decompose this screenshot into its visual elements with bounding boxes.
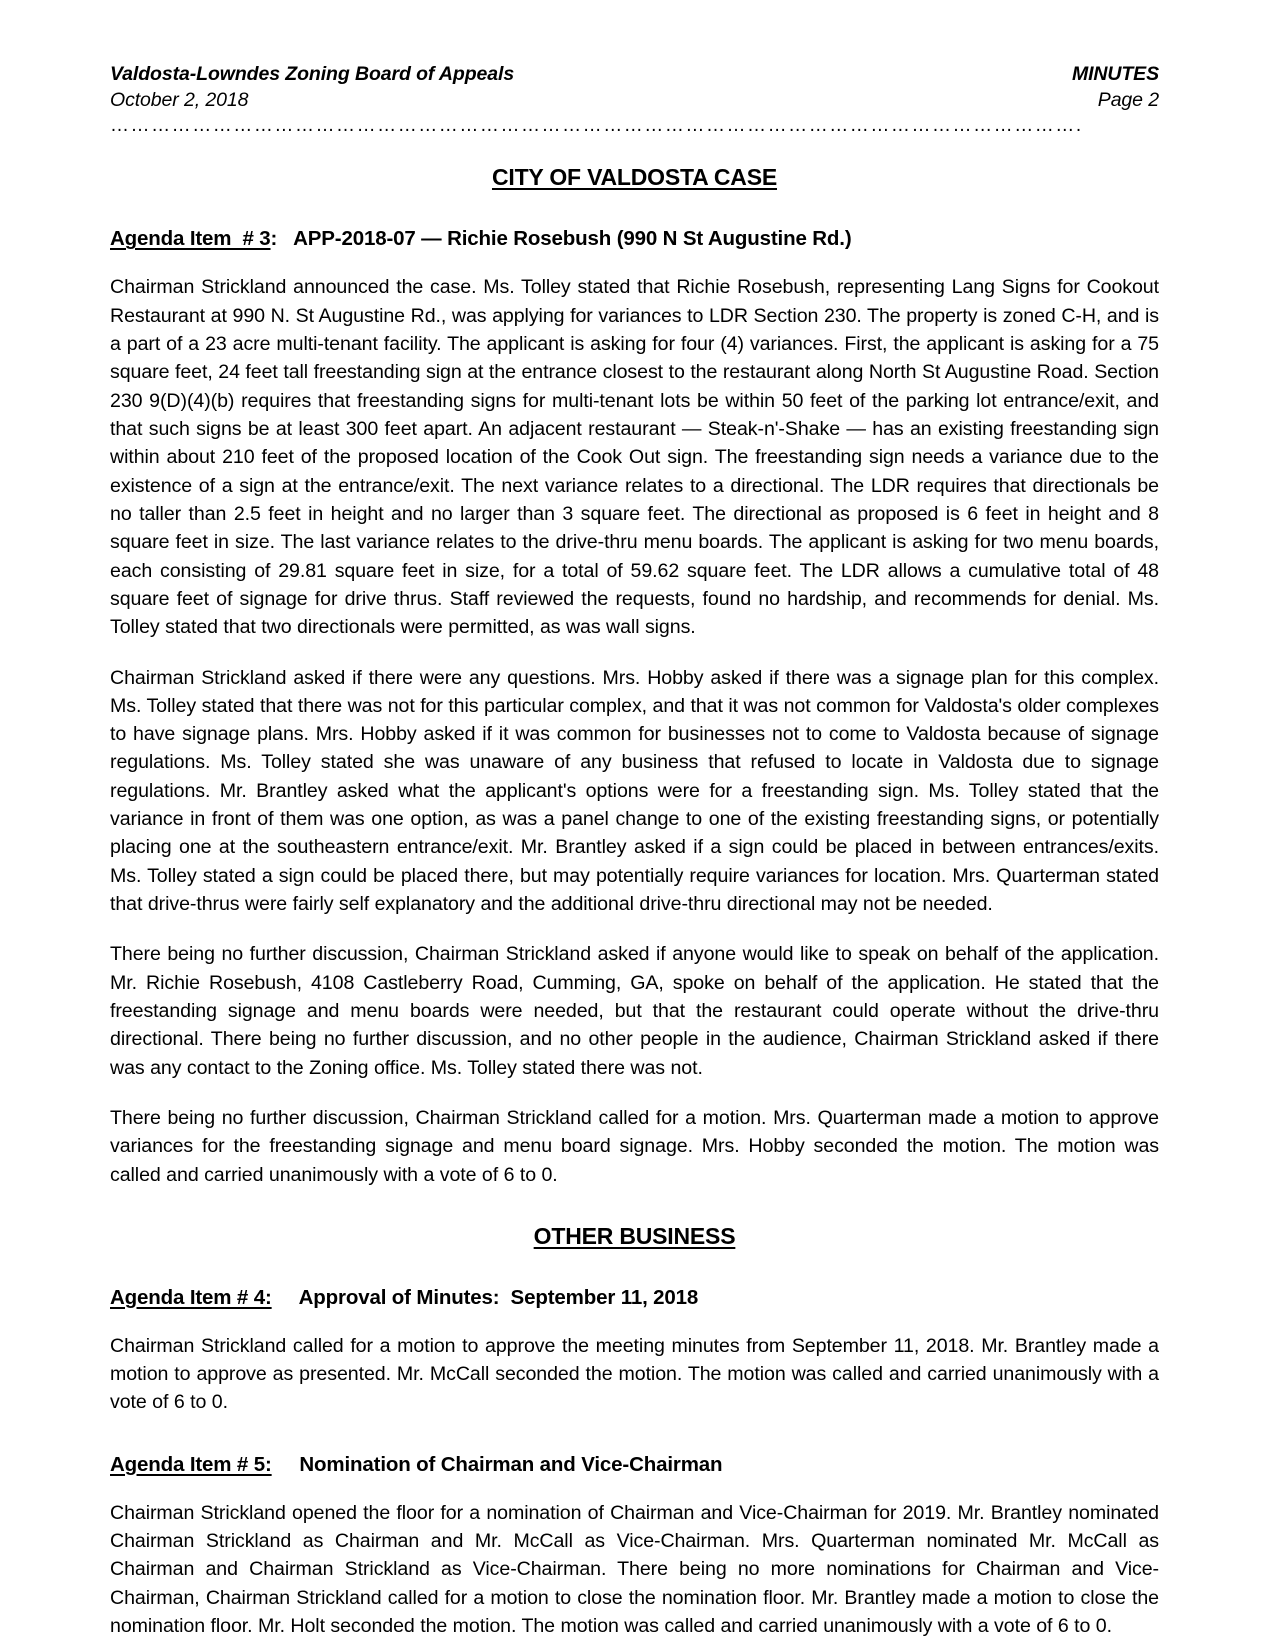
- header-right-block: [1072, 62, 1159, 113]
- paragraph-approval-of-minutes: Chairman Strickland called for a motion to approve the meeting minutes from September 11, 2018. Mr. Brantley made a motion to approve as presented. Mr. McCall seconded the motion. The motion was called and carried unanimously with a vote of 6 to 0.: [110, 1334, 1159, 1414]
- agenda-item-5-label: Agenda Item # 5:: [110, 1452, 272, 1476]
- paragraph-motion-vote: There being no further discussion, Chairman Strickland called for a motion. Mrs. Quarterman made a motion to approve variances for the freestanding signage and menu board signage. Mrs. Hobby seconded the motion. The motion was called and carried unanimously with a vote of 6 to 0.: [110, 1106, 1159, 1186]
- agenda-item-5-heading: [110, 1453, 1159, 1477]
- agenda-item-3-colon: :: [270, 227, 278, 251]
- agenda-item-4-heading: [110, 1286, 1159, 1310]
- header-divider: …………………………………………………………………………………………………………………………….: [110, 120, 1083, 133]
- agenda-item-3-label: Agenda Item # 3: [110, 227, 271, 251]
- board-title: Valdosta-Lowndes Zoning Board of Appeals: [110, 63, 515, 85]
- meeting-date: October 2, 2018: [110, 88, 249, 111]
- agenda-item-3-title: APP-2018-07 — Richie Rosebush (990 N St Augustine Rd.): [277, 227, 852, 251]
- section-heading-city-case: [110, 164, 1159, 191]
- page-number: Page 2: [1097, 88, 1159, 111]
- agenda-item-4-title: Approval of Minutes: September 11, 2018: [271, 1285, 699, 1309]
- page-header: [110, 62, 1159, 113]
- section-heading-other-business-text: OTHER BUSINESS: [533, 1222, 736, 1249]
- section-heading-other-business: [110, 1223, 1159, 1250]
- document-type: MINUTES: [1071, 63, 1159, 85]
- header-left-block: [110, 62, 514, 113]
- paragraph-case-summary: Chairman Strickland announced the case. Ms. Tolley stated that Richie Rosebush, representing Lang Signs for Cookout Restaurant at 990 N. St Augustine Rd., was applying for variances to LDR Section 230. The property is zoned C-H, and is a part of a 23 acre multi-tenant facility. The applicant is asking for four (4) variances. First, the applicant is asking for a 75 square feet, 24 feet tall freestanding sign at the entrance closest to the restaurant along North St Augustine Road. Section 230 9(D)(4)(b) requires that freestanding signs for multi-tenant lots be within 50 feet of the parking lot entrance/exit, and that such signs be at least 300 feet apart. An adjacent restaurant — Steak-n'-Shake — has an existing freestanding sign within about 210 feet of the proposed location of the Cook Out sign. The freestanding sign needs a variance due to the existence of a sign at the entrance/exit. The next variance relates to a directional. The LDR requires that directionals be no taller than 2.5 feet in height and no larger than 3 square feet. The directional as proposed is 6 feet in height and 8 square feet in size. The last variance relates to the drive-thru menu boards. The applicant is asking for two menu boards, each consisting of 29.81 square feet in size, for a total of 59.62 square feet. The LDR allows a cumulative total of 48 square feet of signage for drive thrus. Staff reviewed the requests, found no hardship, and recommends for denial. Ms. Tolley stated that two directionals were permitted, as was wall signs.: [110, 276, 1159, 639]
- agenda-item-5-title: Nomination of Chairman and Vice-Chairman: [271, 1452, 723, 1476]
- agenda-item-3-heading: [110, 227, 1159, 251]
- section-heading-city-case-text: CITY OF VALDOSTA CASE: [491, 164, 778, 191]
- paragraph-nomination: Chairman Strickland opened the floor for a nomination of Chairman and Vice-Chairman for 2019. Mr. Brantley nominated Chairman Strickland as Chairman and Mr. McCall as Vice-Chairman. Mrs. Quarterman nominated Mr. McCall as Chairman and Chairman Strickland as Vice-Chairman. There being no more nominations for Chairman and Vice-Chairman, Chairman Strickland called for a motion to close the nomination floor. Mr. Brantley made a motion to close the nomination floor. Mr. Holt seconded the motion. The motion was called and carried unanimously with a vote of 6 to 0.: [110, 1501, 1159, 1638]
- paragraph-public-comment: There being no further discussion, Chairman Strickland asked if anyone would like to speak on behalf of the application. Mr. Richie Rosebush, 4108 Castleberry Road, Cumming, GA, spoke on behalf of the application. He stated that the freestanding signage and menu boards were needed, but that the restaurant could operate without the drive-thru directional. There being no further discussion, and no other people in the audience, Chairman Strickland asked if there was any contact to the Zoning office. Ms. Tolley stated there was not.: [110, 943, 1159, 1079]
- agenda-item-4-label: Agenda Item # 4:: [110, 1285, 272, 1309]
- paragraph-board-questions: Chairman Strickland asked if there were any questions. Mrs. Hobby asked if there was a signage plan for this complex. Ms. Tolley stated that there was not for this particular complex, and that it was not common for Valdosta's older complexes to have signage plans. Mrs. Hobby asked if it was common for businesses not to come to Valdosta because of signage regulations. Ms. Tolley stated she was unaware of any business that refused to locate in Valdosta due to signage regulations. Mr. Brantley asked what the applicant's options were for a freestanding sign. Ms. Tolley stated that the variance in front of them was one option, as was a panel change to one of the existing freestanding signs, or potentially placing one at the southeastern entrance/exit. Mr. Brantley asked if a sign could be placed in between entrances/exits. Ms. Tolley stated a sign could be placed there, but may potentially require variances for location. Mrs. Quarterman stated that drive-thrus were fairly self explanatory and the additional drive-thru directional may not be needed.: [110, 666, 1159, 916]
